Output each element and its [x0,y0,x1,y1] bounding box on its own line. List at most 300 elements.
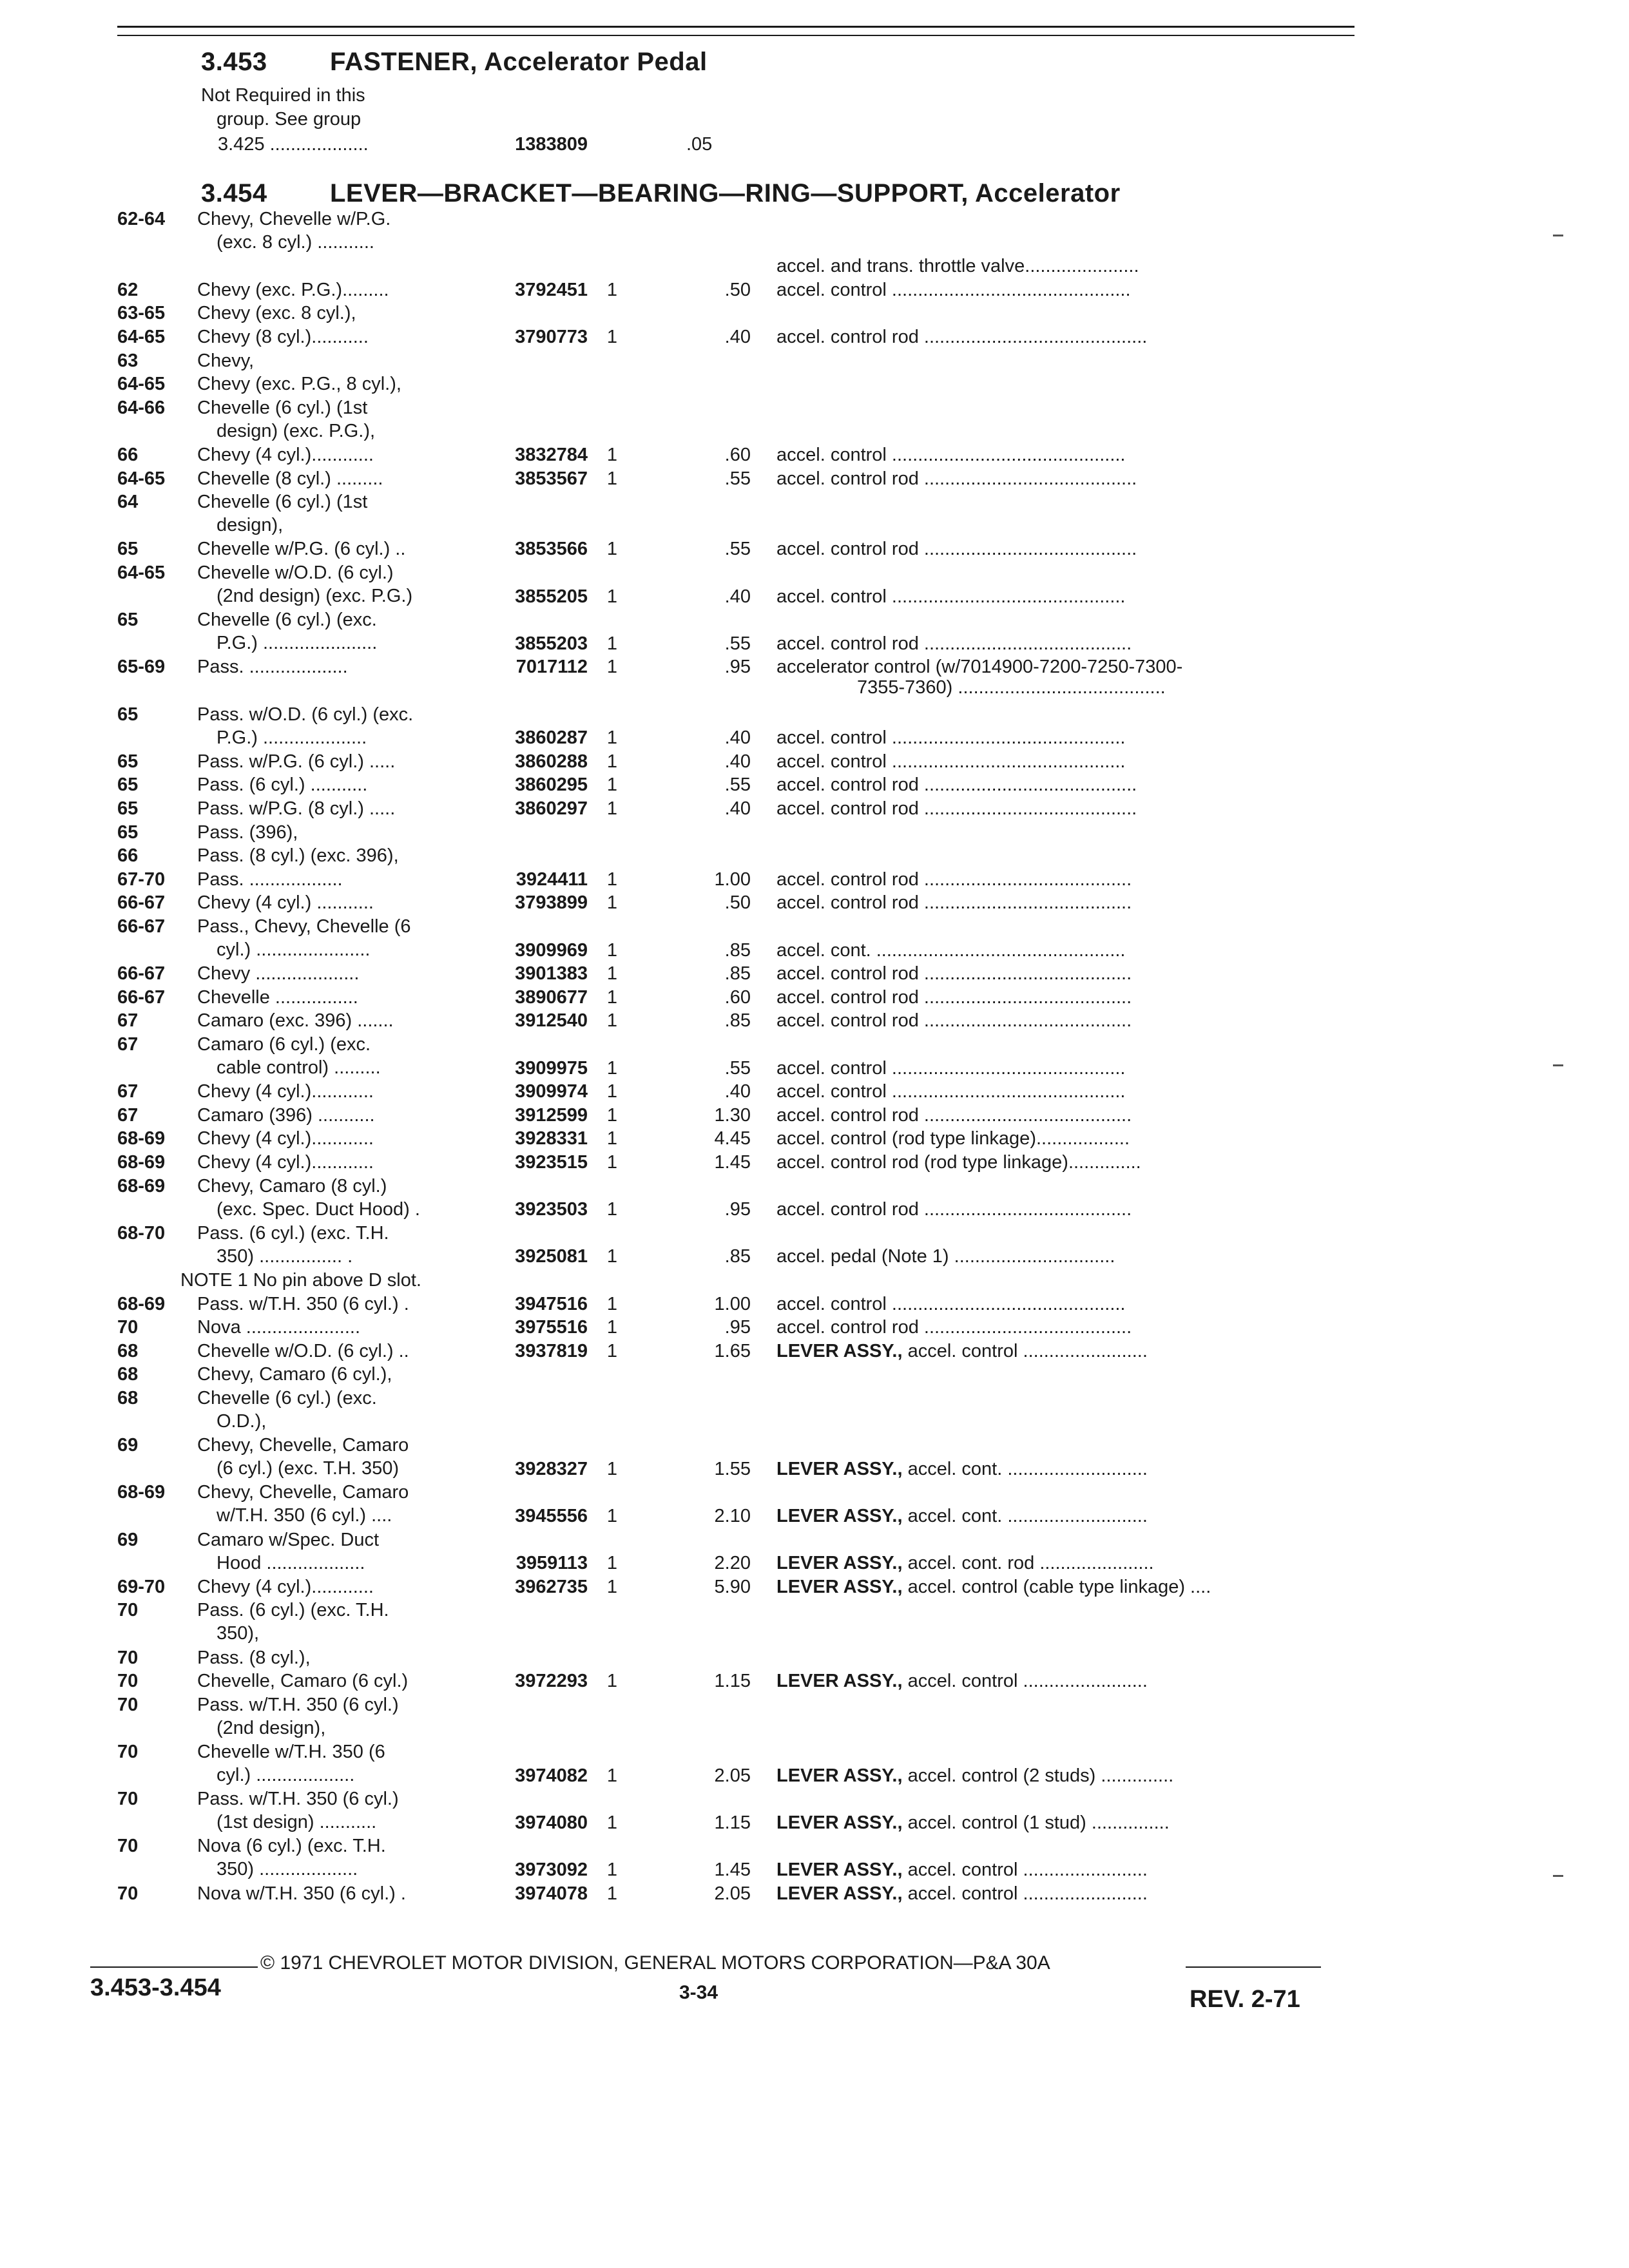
model-years: 64-66 [117,397,166,418]
description-line: Chevelle (6 cyl.) (exc. [197,1388,377,1408]
part-name [776,1669,1344,1693]
description-line: Chevelle, Camaro (6 cyl.) [197,1671,409,1692]
quantity: 1 [606,1317,618,1338]
model-years: 70 [117,1789,139,1810]
not-required-note [201,84,365,131]
description-line: Chevy (exc. P.G., 8 cyl.), [197,374,401,395]
model-years: 65 [117,610,139,631]
section-title: LEVER—BRACKET—BEARING—RING—SUPPORT, Accelerator [330,179,1121,207]
part-name [776,1293,1344,1316]
quantity: 1 [606,1765,618,1786]
price: .50 [724,892,751,914]
description-line: Chevy (4 cyl.)............ [197,1081,374,1102]
description-line: Chevy (exc. P.G.)......... [197,279,389,300]
description-line: Pass., Chevy, Chevelle (6 [197,916,411,937]
description-line: Camaro (6 cyl.) (exc. [197,1034,371,1055]
part-name [776,255,1344,278]
description-line: 350) ................... [217,1859,358,1880]
model-years: 68-69 [117,1482,166,1503]
quantity: 1 [606,1128,618,1149]
ref-price: .05 [686,134,713,155]
description-line: cyl.) ................... [217,1765,355,1785]
description-line: Pass. ................... [197,657,348,678]
margin-tick [1553,235,1563,236]
part-name-text: accel. control rod ........................................ [776,1199,1132,1220]
description-line: Chevy, Chevelle, Camaro [197,1482,409,1503]
quantity: 1 [606,586,618,607]
model-years: 62 [117,279,139,300]
quantity: 1 [606,1293,618,1314]
quantity: 1 [606,869,618,890]
price: .85 [724,1246,751,1267]
part-name-bold: LEVER ASSY., [776,1553,903,1574]
model-years: 64-65 [117,468,166,489]
quantity: 1 [606,468,618,489]
quantity: 1 [606,1576,618,1597]
part-number: 3790773 [515,327,588,347]
price: 4.45 [714,1128,751,1149]
model-years: 66 [117,845,139,867]
model-years: 70 [117,1600,139,1621]
part-number: 3928331 [515,1128,588,1149]
description-line: cyl.) ...................... [217,939,371,960]
description-line: Chevy, [197,350,255,371]
description-line: O.D.), [217,1411,267,1432]
part-name-bold: LEVER ASSY., [776,1859,903,1880]
price: .85 [724,963,751,985]
price: 5.90 [714,1576,751,1597]
footer-rule-right [1186,1966,1321,1968]
part-name-bold: LEVER ASSY., [776,1812,903,1833]
quantity: 1 [606,1057,618,1079]
quantity: 1 [606,1812,618,1833]
part-name-text: accel. control rod ........................................... [776,327,1148,347]
model-years: 64-65 [117,374,166,395]
price: 2.05 [714,1765,751,1786]
part-number: 3959113 [516,1553,588,1574]
application-description [197,207,558,254]
part-name [776,939,1344,962]
model-years: 63 [117,350,139,371]
part-name [776,325,1344,349]
description-line: P.G.) .................... [217,727,367,748]
price: 1.55 [714,1458,751,1479]
part-name-text: accel. control rod ........................................ [776,869,1132,890]
description-line: Chevy (4 cyl.)............ [197,1576,374,1597]
part-name [776,726,1344,749]
part-name [776,1104,1344,1127]
application-description [197,302,558,325]
part-name-bold: LEVER ASSY., [776,1883,903,1904]
price: .85 [724,1010,751,1032]
part-name-text: accel. control rod (rod type linkage).............. [776,1152,1141,1173]
model-years: 65 [117,822,139,843]
part-name [776,1457,1344,1481]
part-name-continued: 7355-7360) ........................................ [857,677,1166,698]
model-years: 68-70 [117,1222,166,1244]
description-line: Chevy (exc. 8 cyl.), [197,303,356,324]
model-years: 67 [117,1034,139,1055]
part-name-text: accel. pedal (Note 1) ............................... [776,1246,1115,1267]
part-name-text: accel. control ........................ [902,1340,1148,1361]
price: 1.30 [714,1104,751,1126]
part-number: 3925081 [515,1246,588,1267]
application-description [197,1387,558,1433]
description-line: Chevy, Camaro (6 cyl.), [197,1364,392,1385]
model-years: 70 [117,1671,139,1692]
part-name-text: accel. control rod ......................................... [776,798,1137,819]
quantity: 1 [606,1246,618,1267]
description-line: Chevelle w/O.D. (6 cyl.) .. [197,1340,409,1361]
part-number: 3890677 [515,986,588,1008]
price: 1.65 [714,1340,751,1361]
description-line: 350), [217,1623,260,1644]
price: .95 [724,1199,751,1220]
application-description [197,1693,558,1740]
model-years: 65 [117,751,139,772]
model-years: 69 [117,1529,139,1550]
model-years: 70 [117,1647,139,1668]
part-name [776,1316,1344,1339]
description-line: Chevy (4 cyl.)............ [197,1128,374,1149]
description-line: P.G.) ...................... [217,633,378,654]
model-years: 63-65 [117,303,166,324]
description-line: Pass. w/P.G. (8 cyl.) ..... [197,798,396,819]
part-name-text: accel. control rod ........................................ [776,986,1132,1008]
description-line: (exc. 8 cyl.) ........... [217,232,374,253]
quantity: 1 [606,657,618,678]
model-years: 68-69 [117,1128,166,1149]
price: .55 [724,1057,751,1079]
copyright-line: © 1971 CHEVROLET MOTOR DIVISION, GENERAL MOTORS CORPORATION—P&A 30A [260,1952,1050,1974]
part-name [776,986,1344,1009]
top-rule [117,26,1354,28]
part-name [776,868,1344,891]
part-number: 3923515 [515,1152,588,1173]
model-years: 68 [117,1340,139,1361]
description-line: Chevelle ................ [197,986,358,1008]
part-number: 3909974 [515,1081,588,1102]
part-name [776,585,1344,608]
application-description [197,1599,558,1645]
description-line: Pass. w/O.D. (6 cyl.) (exc. [197,704,414,725]
part-name-text: accel. control ........................ [902,1883,1148,1904]
price: 1.15 [714,1671,751,1692]
top-rule-2 [117,35,1354,36]
model-years: 68 [117,1364,139,1385]
price: .40 [724,1081,751,1102]
application-description [180,1269,541,1292]
quantity: 1 [606,445,618,465]
group-range: 3.453-3.454 [90,1974,221,2001]
part-number: 3855203 [515,633,588,654]
part-name [776,467,1344,490]
application-description [197,396,558,443]
description-line: Hood ................... [217,1552,365,1573]
part-number: 3974080 [515,1812,588,1833]
part-name-text: accel. control rod ........................................ [776,1010,1132,1032]
quantity: 1 [606,1199,618,1220]
part-name [776,797,1344,820]
section-title: FASTENER, Accelerator Pedal [330,48,708,76]
part-name-text: accel. control (2 studs) .............. [902,1765,1174,1786]
description-line: Nova w/T.H. 350 (6 cyl.) . [197,1883,406,1904]
quantity: 1 [606,327,618,347]
description-line: Chevy (4 cyl.)............ [197,445,374,465]
description-line: Chevelle (6 cyl.) (1st [197,492,368,513]
part-name [776,1552,1344,1575]
model-years: 64-65 [117,327,166,347]
price: 1.00 [714,869,751,890]
model-years: 67 [117,1010,139,1032]
price: 1.00 [714,1293,751,1314]
part-name-text: accel. control ............................................. [776,586,1126,607]
quantity: 1 [606,1505,618,1526]
model-years: 66-67 [117,986,166,1008]
part-name [776,1340,1344,1363]
ref-part-number: 1383809 [515,134,588,155]
description-line: Pass. w/T.H. 350 (6 cyl.) . [197,1293,409,1314]
description-line: (2nd design) (exc. P.G.) [217,586,413,606]
model-years: 65 [117,798,139,819]
description-line: Chevy (4 cyl.)............ [197,1152,374,1173]
description-line: Pass. w/T.H. 350 (6 cyl.) [197,1694,399,1715]
part-number: 3937819 [515,1340,588,1361]
part-name [776,1151,1344,1174]
model-years: 68-69 [117,1152,166,1173]
part-name-text: accel. cont. ................................................ [776,939,1126,961]
margin-tick [1553,1064,1563,1066]
quantity: 1 [606,986,618,1008]
margin-tick [1553,1875,1563,1877]
part-number: 3860297 [515,798,588,819]
model-years: 64 [117,492,139,513]
price: .40 [724,586,751,607]
model-years: 65-69 [117,657,166,678]
description-line: Chevelle (6 cyl.) (1st [197,397,368,418]
model-years: 69-70 [117,1576,166,1597]
description-line: Pass. (6 cyl.) ........... [197,774,368,796]
part-name-text: accel. control rod ........................................ [776,963,1132,985]
price: 1.15 [714,1812,751,1833]
quantity: 1 [606,633,618,654]
quantity: 1 [606,539,618,560]
description-line: Pass. (6 cyl.) (exc. T.H. [197,1600,389,1621]
price: .55 [724,633,751,654]
part-number: 3855205 [515,586,588,607]
part-number: 3924411 [516,869,588,890]
part-name [776,1858,1344,1881]
description-line: Pass. w/P.G. (6 cyl.) ..... [197,751,396,772]
part-number: 3912540 [515,1010,588,1032]
application-description [197,821,558,844]
description-line: w/T.H. 350 (6 cyl.) .... [217,1505,392,1526]
part-name [776,1057,1344,1080]
application-description [197,349,558,372]
part-name [776,1080,1344,1103]
part-name-text: accel. control rod ........................................ [776,633,1132,654]
section-heading-3454 [201,179,1121,208]
part-number: 3945556 [515,1505,588,1526]
model-years: 66-67 [117,892,166,914]
part-name-bold: LEVER ASSY., [776,1340,903,1361]
quantity: 1 [606,774,618,796]
quantity: 1 [606,1340,618,1361]
part-number: 3928327 [515,1458,588,1479]
part-name-bold: LEVER ASSY., [776,1458,903,1479]
price: .60 [724,986,751,1008]
model-years: 65 [117,539,139,560]
description-line: Chevy (4 cyl.) ........... [197,892,374,914]
part-name [776,1811,1344,1834]
description-line: Camaro w/Spec. Duct [197,1529,380,1550]
part-number: 3947516 [515,1293,588,1314]
quantity: 1 [606,1081,618,1102]
part-name-text: accel. control .............................................. [776,279,1131,300]
section-heading-3453 [201,48,708,77]
description-line: Chevy, Chevelle, Camaro [197,1435,409,1456]
part-number: 3962735 [515,1576,588,1597]
part-number: 3974078 [515,1883,588,1904]
part-name-text: accel. control rod ........................................ [776,1317,1132,1338]
part-number: 3972293 [515,1671,588,1692]
description-line: Chevelle w/T.H. 350 (6 [197,1742,385,1762]
note-line: group. See group [217,109,361,130]
price: 1.45 [714,1859,751,1880]
description-line: cable control) ......... [217,1057,381,1078]
description-line: Pass. (8 cyl.), [197,1647,311,1668]
description-line: NOTE 1 No pin above D slot. [180,1270,421,1291]
part-number: 3923503 [515,1199,588,1220]
description-line: Chevelle (6 cyl.) (exc. [197,610,377,631]
price: 2.10 [714,1505,751,1526]
part-name [776,1575,1344,1599]
part-name-text: accel. control ............................................. [776,751,1126,772]
description-line: Chevy, Camaro (8 cyl.) [197,1175,387,1196]
description-line: Chevy (8 cyl.)........... [197,327,369,347]
part-number: 3853567 [515,468,588,489]
part-number: 3975516 [515,1317,588,1338]
quantity: 1 [606,1104,618,1126]
part-name [776,1198,1344,1221]
footer-rule-left [90,1966,258,1968]
price: 2.05 [714,1883,751,1904]
part-number: 7017112 [516,657,588,678]
price: .40 [724,798,751,819]
part-number: 3793899 [515,892,588,914]
model-years: 70 [117,1317,139,1338]
part-name-bold: LEVER ASSY., [776,1765,903,1786]
part-name [776,1009,1344,1032]
description-line: Chevy, Chevelle w/P.G. [197,209,391,229]
quantity: 1 [606,798,618,819]
description-line: (exc. Spec. Duct Hood) . [217,1198,420,1220]
part-name [776,962,1344,985]
price: .55 [724,539,751,560]
description-line: (6 cyl.) (exc. T.H. 350) [217,1458,400,1479]
model-years: 70 [117,1836,139,1857]
price: .55 [724,774,751,796]
description-line: Pass. (6 cyl.) (exc. T.H. [197,1222,389,1244]
part-number: 3974082 [515,1765,588,1786]
application-description [197,372,558,396]
quantity: 1 [606,1859,618,1880]
model-years: 65 [117,704,139,725]
description-line: (1st design) ........... [217,1812,377,1833]
price: 2.20 [714,1553,751,1574]
description-line: design) (exc. P.G.), [217,420,376,441]
description-line: design), [217,515,284,536]
model-years: 68 [117,1388,139,1408]
description-line: Pass. .................. [197,869,343,890]
model-years: 66 [117,445,139,465]
quantity: 1 [606,1553,618,1574]
part-name-text: accel. control (cable type linkage) .... [902,1576,1211,1597]
part-number: 3973092 [515,1859,588,1880]
part-name [776,1882,1344,1905]
part-name-text: accel. control ........................ [902,1671,1148,1692]
part-name [776,773,1344,796]
part-name-text: accel. and trans. throttle valve...................... [776,256,1139,277]
quantity: 1 [606,727,618,749]
part-name-text: accel. cont. ........................... [902,1458,1148,1479]
price: .55 [724,468,751,489]
price: .95 [724,657,751,678]
part-name-text: accel. control (1 stud) ............... [902,1812,1170,1833]
part-number: 3860295 [515,774,588,796]
model-years: 69 [117,1435,139,1456]
price: .60 [724,445,751,465]
revision-label: REV. 2-71 [1190,1986,1300,2013]
section-number: 3.453 [201,48,267,76]
part-number: 3853566 [515,539,588,560]
part-name-text: accelerator control (w/7014900-7200-7250-7300- [776,657,1183,678]
price: .40 [724,751,751,772]
part-name [776,1245,1344,1268]
ref-group: 3.425 ................... [218,134,369,155]
quantity: 1 [606,1671,618,1692]
note-line: Not Required in this [201,85,365,106]
quantity: 1 [606,1458,618,1479]
quantity: 1 [606,279,618,300]
model-years: 67-70 [117,869,166,890]
part-name-text: accel. control rod ......................................... [776,468,1137,489]
part-name-text: accel. control ............................................. [776,445,1126,465]
model-years: 65 [117,774,139,796]
part-name [776,891,1344,914]
price: .50 [724,279,751,300]
description-line: Camaro (exc. 396) ....... [197,1010,394,1032]
description-line: Chevelle w/P.G. (6 cyl.) .. [197,539,406,560]
model-years: 70 [117,1694,139,1715]
part-name [776,443,1344,466]
part-name-text: accel. cont. rod ...................... [902,1553,1154,1574]
description-line: Pass. w/T.H. 350 (6 cyl.) [197,1789,399,1810]
part-name-text: accel. control ............................................. [776,1293,1126,1314]
section-number: 3.454 [201,179,267,207]
description-line: Nova ...................... [197,1317,361,1338]
price: .95 [724,1317,751,1338]
description-line: 350) ................ . [217,1245,353,1267]
part-name-text: accel. control rod ........................................ [776,1104,1132,1126]
model-years: 67 [117,1104,139,1126]
description-line: Chevelle w/O.D. (6 cyl.) [197,562,394,583]
part-name-text: accel. control ............................................. [776,727,1126,749]
part-name-bold: LEVER ASSY., [776,1505,903,1526]
part-name-bold: LEVER ASSY., [776,1671,903,1692]
application-description [197,490,558,537]
description-line: Chevelle (8 cyl.) ......... [197,468,383,489]
